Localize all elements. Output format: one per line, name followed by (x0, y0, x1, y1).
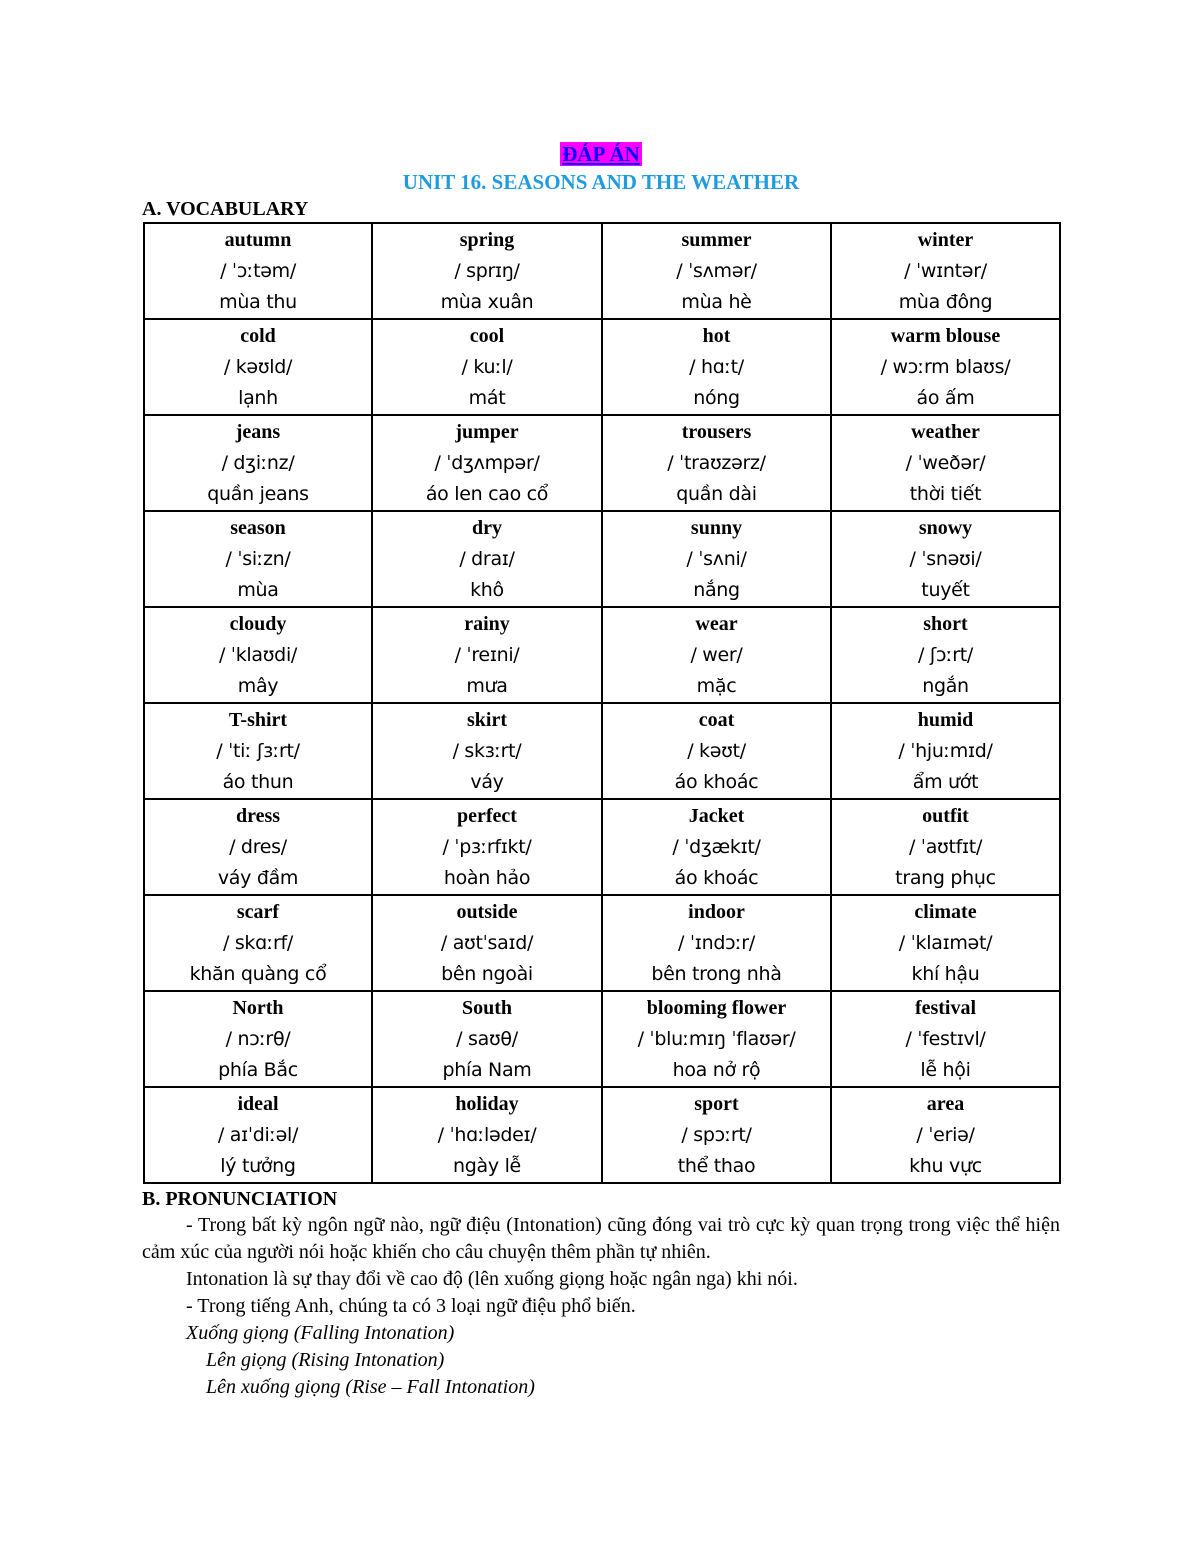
table-row (144, 223, 1060, 319)
vocab-ipa: / ˈaʊtfɪt/ (908, 836, 983, 858)
vocab-meaning: phía Nam (442, 1059, 532, 1081)
vocab-ipa: / kəʊt/ (687, 740, 746, 762)
vocab-meaning: hoa nở rộ (672, 1059, 761, 1081)
vocab-cell (144, 223, 372, 319)
vocab-meaning: mùa (237, 579, 279, 601)
answer-label: ĐÁP ÁN (562, 142, 640, 166)
vocab-word: rainy (464, 613, 510, 635)
vocab-meaning: áo khoác (674, 867, 759, 889)
vocab-meaning: khu vực (909, 1155, 982, 1177)
vocab-cell (602, 799, 831, 895)
vocab-meaning: mùa thu (219, 291, 297, 313)
vocab-word: summer (681, 229, 752, 251)
vocab-meaning: lễ hội (920, 1059, 971, 1081)
vocab-word: holiday (455, 1093, 519, 1115)
vocab-cell (831, 415, 1060, 511)
vocab-cell (144, 799, 372, 895)
vocab-meaning: thời tiết (909, 483, 982, 505)
vocab-meaning: phía Bắc (218, 1059, 298, 1081)
vocab-meaning: khí hậu (911, 963, 980, 985)
vocab-meaning: ngày lễ (453, 1155, 521, 1177)
vocab-meaning: tuyết (921, 579, 970, 601)
vocab-ipa: / kəʊld/ (223, 356, 293, 378)
vocab-ipa: / ˈpɜːrfɪkt/ (442, 836, 532, 858)
vocab-cell (372, 607, 602, 703)
table-row (144, 511, 1060, 607)
vocab-ipa: / ˈhjuːmɪd/ (898, 740, 993, 762)
vocab-ipa: / saʊθ/ (456, 1028, 518, 1050)
vocab-meaning: thể thao (677, 1155, 756, 1177)
vocab-meaning: khăn quàng cổ (189, 963, 327, 985)
intonation-type-falling: Xuống giọng (Falling Intonation) (186, 1322, 455, 1344)
vocab-word: jumper (455, 421, 519, 443)
vocab-meaning: váy đầm (217, 867, 299, 889)
vocab-word: blooming flower (646, 997, 787, 1019)
vocab-ipa: / kuːl/ (461, 356, 513, 378)
vocab-ipa: / ˈhɑːlədeɪ/ (437, 1124, 537, 1146)
pronunciation-section (142, 1186, 1060, 1401)
vocab-word: weather (911, 421, 980, 443)
vocab-ipa: / ˈweðər/ (905, 452, 986, 474)
vocab-word: hot (702, 325, 731, 347)
vocab-cell (831, 799, 1060, 895)
vocab-meaning: mát (468, 387, 506, 409)
vocab-meaning: nóng (693, 387, 740, 409)
vocab-word: spring (459, 229, 515, 251)
vocab-ipa: / ˈwɪntər/ (904, 260, 987, 282)
vocab-meaning: mây (237, 675, 279, 697)
vocab-word: skirt (467, 709, 507, 731)
vocab-ipa: / ˈɔːtəm/ (220, 260, 296, 282)
vocabulary-heading: A. VOCABULARY (142, 198, 309, 220)
vocab-word: cloudy (229, 613, 287, 635)
vocab-meaning: áo khoác (674, 771, 759, 793)
vocab-meaning: bên ngoài (441, 963, 533, 985)
vocab-meaning: nắng (693, 579, 740, 601)
vocab-cell (831, 607, 1060, 703)
vocab-cell (372, 991, 602, 1087)
vocab-cell (372, 799, 602, 895)
table-row (144, 415, 1060, 511)
vocab-cell (831, 319, 1060, 415)
vocab-meaning: quần jeans (207, 483, 309, 505)
vocab-ipa: / ˈtiː ʃɜːrt/ (216, 740, 300, 762)
table-row (144, 1087, 1060, 1183)
vocab-meaning: khô (470, 579, 504, 601)
vocab-meaning: mưa (466, 675, 508, 697)
vocab-ipa: / aɪˈdiːəl/ (217, 1124, 299, 1146)
vocab-word: humid (917, 709, 974, 731)
vocab-cell (144, 511, 372, 607)
vocab-word: scarf (236, 901, 280, 923)
vocab-word: dress (235, 805, 281, 827)
vocab-word: season (230, 517, 286, 539)
pronunciation-paragraph-2: Intonation là sự thay đổi về cao độ (lên xuống giọng hoặc ngân nga) khi nói. (186, 1268, 798, 1290)
vocab-cell (144, 703, 372, 799)
vocab-ipa: / ˈreɪni/ (454, 644, 520, 666)
vocab-word: area (926, 1093, 965, 1115)
vocab-word: snowy (918, 517, 973, 539)
vocab-ipa: / ʃɔːrt/ (918, 644, 973, 666)
vocab-ipa: / ˈsnəʊi/ (909, 548, 982, 570)
vocab-meaning: áo thun (222, 771, 294, 793)
vocab-meaning: lạnh (238, 387, 278, 409)
vocab-meaning: trang phục (895, 867, 996, 889)
vocab-word: T-shirt (228, 709, 288, 731)
vocab-cell (831, 223, 1060, 319)
pronunciation-heading: B. PRONUNCIATION (142, 1188, 338, 1210)
vocab-word: South (461, 997, 513, 1019)
vocab-word: Jacket (688, 805, 745, 827)
vocab-word: short (923, 613, 968, 635)
vocab-meaning: mùa xuân (440, 291, 534, 313)
vocab-cell (602, 415, 831, 511)
table-row (144, 703, 1060, 799)
table-row (144, 895, 1060, 991)
vocab-cell (372, 1087, 602, 1183)
vocab-meaning: áo len cao cổ (425, 483, 549, 505)
vocab-word: indoor (688, 901, 745, 923)
vocab-cell (372, 895, 602, 991)
vocab-cell (144, 607, 372, 703)
vocab-meaning: bên trong nhà (651, 963, 782, 985)
vocab-meaning: hoàn hảo (443, 867, 531, 889)
vocab-ipa: / ˈfestɪvl/ (905, 1028, 986, 1050)
vocab-word: warm blouse (890, 325, 1001, 347)
unit-title: UNIT 16. SEASONS AND THE WEATHER (402, 170, 800, 194)
vocab-word: jeans (235, 421, 281, 443)
vocab-ipa: / draɪ/ (459, 548, 515, 570)
vocab-ipa: / ˈdʒʌmpər/ (434, 452, 540, 474)
vocab-ipa: / skɜːrt/ (452, 740, 522, 762)
vocabulary-table (143, 222, 1061, 1184)
vocab-ipa: / skɑːrf/ (222, 932, 293, 954)
vocab-meaning: mùa hè (681, 291, 752, 313)
vocab-word: trousers (681, 421, 752, 443)
vocab-ipa: / ˈsʌni/ (686, 548, 747, 570)
vocab-word: cold (240, 325, 276, 347)
vocab-cell (372, 511, 602, 607)
vocab-word: sunny (690, 517, 743, 539)
vocab-cell (602, 1087, 831, 1183)
vocab-ipa: / aʊtˈsaɪd/ (440, 932, 534, 954)
table-row (144, 319, 1060, 415)
vocab-cell (372, 415, 602, 511)
vocab-word: North (232, 997, 284, 1019)
vocab-meaning: ẩm ướt (912, 771, 979, 793)
vocab-word: perfect (457, 805, 517, 827)
vocab-word: cool (469, 325, 505, 347)
vocab-ipa: / dʒiːnz/ (221, 452, 295, 474)
vocab-ipa: / ˈklaɪmət/ (898, 932, 993, 954)
vocab-word: sport (694, 1093, 739, 1115)
vocab-ipa: / wer/ (690, 644, 743, 666)
vocab-cell (602, 607, 831, 703)
vocab-meaning: lý tưởng (220, 1155, 296, 1177)
table-row (144, 991, 1060, 1087)
vocab-ipa: / ˈklaʊdi/ (218, 644, 298, 666)
vocab-ipa: / spɔːrt/ (681, 1124, 752, 1146)
vocab-word: wear (695, 613, 738, 635)
vocab-meaning: quần dài (676, 483, 757, 505)
vocab-ipa: / ˈdʒækɪt/ (672, 836, 761, 858)
vocab-ipa: / ˈbluːmɪŋ ˈflaʊər/ (637, 1028, 796, 1050)
vocab-ipa: / ˈtraʊzərz/ (667, 452, 766, 474)
vocab-word: autumn (224, 229, 292, 251)
answer-title (142, 140, 1060, 168)
intonation-type-rise-fall: Lên xuống giọng (Rise – Fall Intonation) (206, 1376, 535, 1398)
vocab-cell (831, 1087, 1060, 1183)
vocab-meaning: mặc (696, 675, 737, 697)
vocab-cell (602, 319, 831, 415)
document-page (142, 140, 1060, 1401)
vocab-cell (372, 319, 602, 415)
vocab-word: dry (472, 517, 502, 539)
vocab-word: outfit (922, 805, 969, 827)
vocab-cell (144, 319, 372, 415)
pronunciation-paragraph-1: - Trong bất kỳ ngôn ngữ nào, ngữ điệu (Intonation) cũng đóng vai trò cực kỳ quan trọng trong việc thể hiện cảm xúc của người nói hoặc khiến cho câu chuyện thêm phần tự nhiên. (142, 1214, 1060, 1263)
vocab-ipa: / sprɪŋ/ (454, 260, 520, 282)
vocab-ipa: / ˈsiːzn/ (225, 548, 291, 570)
vocab-cell (144, 895, 372, 991)
vocab-cell (372, 223, 602, 319)
vocab-meaning: váy (470, 771, 504, 793)
vocab-meaning: áo ấm (916, 387, 975, 409)
vocab-cell (372, 703, 602, 799)
vocab-cell (831, 895, 1060, 991)
vocab-cell (144, 415, 372, 511)
pronunciation-paragraph-3: - Trong tiếng Anh, chúng ta có 3 loại ngữ điệu phổ biến. (186, 1295, 636, 1317)
vocab-ipa: / ˈeriə/ (916, 1124, 975, 1146)
vocab-cell (144, 991, 372, 1087)
table-row (144, 607, 1060, 703)
vocab-cell (831, 991, 1060, 1087)
vocab-word: winter (917, 229, 974, 251)
vocab-word: climate (914, 901, 977, 923)
vocab-word: coat (698, 709, 735, 731)
vocab-cell (602, 703, 831, 799)
vocab-ipa: / wɔːrm blaʊs/ (880, 356, 1011, 378)
table-row (144, 799, 1060, 895)
vocab-meaning: mùa đông (898, 291, 993, 313)
vocab-word: outside (456, 901, 518, 923)
intonation-type-rising: Lên giọng (Rising Intonation) (206, 1349, 445, 1371)
vocab-cell (602, 511, 831, 607)
vocab-cell (602, 991, 831, 1087)
vocab-cell (144, 1087, 372, 1183)
vocab-cell (602, 895, 831, 991)
vocab-ipa: / ˈɪndɔːr/ (678, 932, 755, 954)
vocab-word: festival (914, 997, 977, 1019)
vocab-meaning: ngắn (922, 675, 969, 697)
vocab-ipa: / dres/ (229, 836, 287, 858)
vocab-ipa: / ˈsʌmər/ (676, 260, 757, 282)
vocab-ipa: / hɑːt/ (689, 356, 744, 378)
vocab-ipa: / nɔːrθ/ (225, 1028, 291, 1050)
vocab-cell (831, 511, 1060, 607)
vocab-word: ideal (237, 1093, 279, 1115)
vocab-cell (602, 223, 831, 319)
vocab-cell (831, 703, 1060, 799)
